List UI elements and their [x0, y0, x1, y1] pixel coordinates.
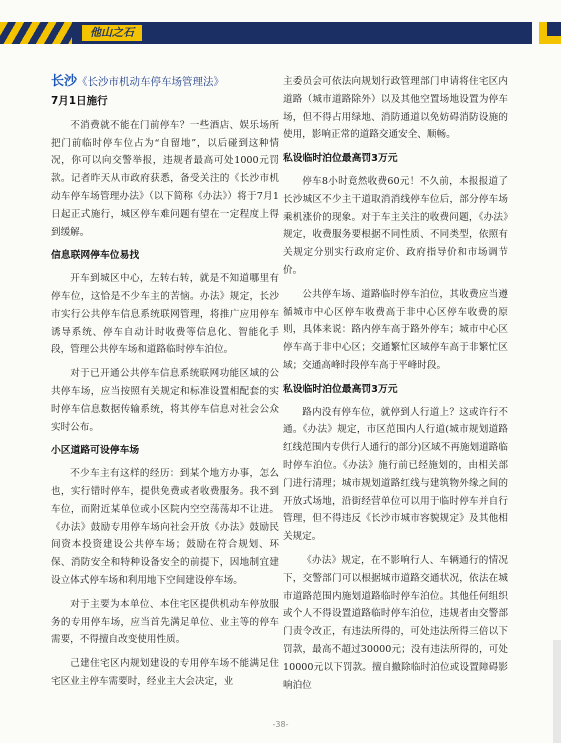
paragraph: 不少车主有这样的经历：到某个地方办事，怎么也，实行错时停车，提供免费或者收费服务。我不到车位，而附近某单位或小区院内空空荡荡却不让进。《办法》鼓励专用停车场向社会开放《办法》鼓励民间资本投资建设公共停车场；鼓励在符合规划、环保、消防安全和特种设备安全的前提下，因地制宜建设立体式停车场和利用地下空间建设停车场。 [51, 468, 279, 586]
paragraph: 公共停车场、道路临时停车泊位，其收费应当遵循城市中心区停车收费高于非中心区停车收费的原则，具体来说：路内停车高于路外停车；城市中心区停车高于非中心区；交通繁忙区域停车高于非繁忙区域；交通高峰时段停车高于平峰时段。 [283, 288, 508, 371]
intro-paragraph: 不消费就不能在门前停车？一些酒店、娱乐场所把门前临时停车位占为“自留地”，以后碰到这种情况，你可以向交警举报，违规者最高可处1000元罚款。记者昨天从市政府获悉，备受关注的《长沙市机动车停车场管理办法》（以下简称《办法》）将于7月1日起正式施行，城区停车难问题有望在一定程度上得到缓解。 [51, 119, 279, 238]
paragraph: 对于已开通公共停车信息系统联网功能区域的公共停车场，应当按照有关规定和标准设置相配套的实时停车信息数据传输系统，将其停车信息对社会公众实时公布。 [51, 368, 279, 433]
city-name: 长沙 [51, 74, 78, 89]
section-heading-4: 私设临时泊位最高罚3万元 [283, 383, 398, 395]
paragraph: 开车到城区中心，左转右转，就是不知道哪里有停车位，这恰是不少车主的苦恼。办法》规定，长沙市实行公共停车信息系统联网管理，将推广应用停车诱导系统、停车自动计时收费等信息化、智能化手段，管理公共停车场和道路临时停车泊位。 [51, 273, 279, 356]
header-banner [0, 22, 561, 44]
left-column [51, 73, 279, 697]
law-name: 《长沙市机动车停车场管理法》 [77, 76, 225, 88]
effective-date: 7月1日施行 [51, 95, 108, 107]
section-heading-1: 信息联网停车位易找 [51, 250, 140, 262]
paragraph: 主委员会可依法向规划行政管理部门申请将住宅区内道路（城市道路除外）以及其他空置场地设置为停车场，但不得占用绿地、消防通道以免妨碍消防设施的使用，影响正常的道路交通安全、顺畅。 [283, 76, 508, 141]
article-title [51, 73, 279, 91]
page-edge-shadow [553, 640, 561, 743]
section-heading-3: 私设临时泊位最高罚3万元 [283, 153, 398, 165]
section-brand: 他山之石 [82, 25, 142, 41]
corner-tab [547, 22, 561, 36]
corner-mark [539, 22, 561, 44]
section-heading-2: 小区道路可设停车场 [51, 445, 140, 457]
paragraph: 《办法》规定，在不影响行人、车辆通行的情况下，交警部门可以根据城市道路交通状况，依法在城市道路范围内施划道路临时停车泊位。其他任何组织或个人不得设置道路临时停车泊位，违规者由交警部门责令改正，有违法所得的，可处违法所得三倍以下罚款，最高不超过30000元；没有违法所得的，可处10000元以下罚款。擅自撤除临时泊位或设置障碍影响泊位 [283, 554, 508, 691]
paragraph: 路内没有停车位，就停到人行道上？这或许行不通。《办法》规定，市区范围内人行道(城市规划道路红线范围内专供行人通行的部分)区域不再施划道路临时停车泊位。《办法》施行前已经施划的，由相关部门进行清理；城市规划道路红线与建筑物外缘之间的开放式场地，沿街经营单位可以用于临时停车并自行管理，但不得违反《长沙市城市容貌规定》及其他相关规定。 [283, 406, 508, 543]
right-column [283, 73, 508, 700]
page-number: -38- [272, 720, 289, 729]
paragraph: 对于主要为本单位、本住宅区提供机动车停放服务的专用停车场，应当首先满足单位、业主等的停车需要，不得擅自改变使用性质。 [51, 598, 279, 646]
paragraph: 己建住宅区内规划建设的专用停车场不能满足住宅区业主停车需要时，经业主大会决定，业 [51, 658, 279, 687]
paragraph: 停车8小时竟然收费60元！不久前，本报报道了长沙城区不少主干道取消消线停车位后，部分停车场乘机涨价的现象。对于车主关注的收费问题，《办法》规定，收费服务要根据不同性质、不同类型，依照有关规定分别实行政府定价、政府指导价和市场调节价。 [283, 175, 508, 276]
stripe-decoration [0, 22, 72, 44]
